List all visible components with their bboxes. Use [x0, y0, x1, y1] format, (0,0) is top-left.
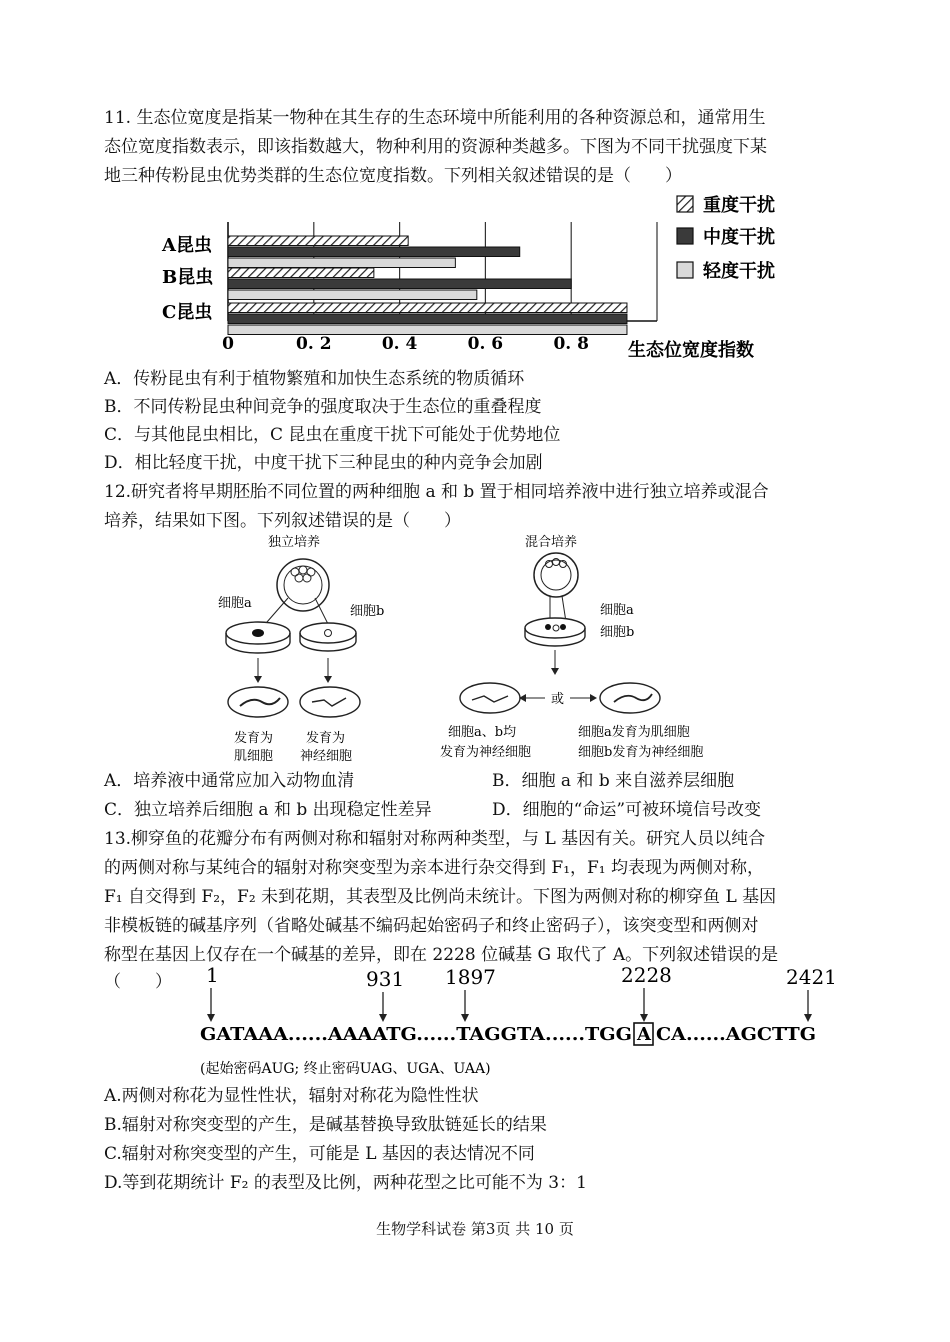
q12-option-b: B．细胞 a 和 b 来自滋养层细胞 [492, 771, 735, 791]
page-footer: 生物学科试卷 第3页 共 10 页 [376, 1220, 574, 1238]
chart-bar-2-0 [228, 303, 627, 313]
position-1: 1 [206, 963, 219, 987]
independent-culture-title: 独立培养 [268, 535, 321, 550]
chart-x-tick-label-2: 0. 4 [381, 334, 418, 354]
chart-legend-label-1: 中度干扰 [703, 227, 775, 248]
petri-dish-mixed [525, 618, 585, 646]
result-a-line-1: 发育为 [234, 731, 274, 746]
cell-b-label-right: 细胞b [600, 625, 635, 640]
chart-bar-1-0 [228, 268, 374, 278]
mixed-right-line-1: 细胞a发育为肌细胞 [578, 725, 690, 740]
petri-dish-a [226, 622, 290, 653]
cell-b-label-left: 细胞b [350, 604, 385, 619]
sequence-part-1: GATAAA......AAAATG......TAGGTA......TGG [200, 1024, 632, 1045]
position-2421: 2421 [786, 965, 837, 989]
q12-stem-line-2: 培养，结果如下图。下列叙述错误的是（ ） [104, 511, 461, 531]
q12-option-c: C．独立培养后细胞 a 和 b 出现稳定性差异 [104, 800, 432, 820]
chart-x-tick-label-1: 0. 2 [296, 334, 332, 354]
position-931: 931 [366, 967, 405, 991]
result-dish-mixed-right [600, 683, 660, 713]
q11-stem-line-2: 态位宽度指数表示，即该指数越大，物种利用的资源种类越多。下图为不同干扰强度下某 [104, 137, 767, 157]
chart-legend-label-2: 轻度干扰 [703, 261, 775, 282]
q12-option-d: D．细胞的“命运”可被环境信号改变 [492, 800, 762, 820]
q11-bar-chart [150, 188, 800, 363]
q13-option-c: C.辐射对称突变型的产生，可能是 L 基因的表达情况不同 [104, 1144, 535, 1164]
chart-bar-0-0 [228, 236, 408, 246]
q13-sequence-figure [190, 960, 840, 1080]
chart-category-label-0: A昆虫 [162, 235, 212, 256]
q11-stem-line-1: 11. 生态位宽度是指某一物种在其生存的生态环境中所能利用的各种资源总和，通常用生 [104, 108, 766, 128]
chart-bar-0-1 [228, 247, 520, 257]
q11-option-d: D．相比轻度干扰，中度干扰下三种昆虫的种内竞争会加剧 [104, 453, 543, 473]
chart-bar-0-2 [228, 258, 455, 268]
q13-stem-line-1: 13.柳穿鱼的花瓣分布有两侧对称和辐射对称两种类型，与 L 基因有关。研究人员以纯合 [104, 829, 766, 849]
q11-stem-line-3: 地三种传粉昆虫优势类群的生态位宽度指数。下列相关叙述错误的是（ ） [104, 166, 682, 186]
codon-note: (起始密码AUG; 终止密码UAG、UGA、UAA) [200, 1061, 491, 1077]
q13-stem-line-4: 非模板链的碱基序列（省略处碱基不编码起始密码子和终止密码子），该突变型和两侧对 [104, 916, 759, 936]
result-dish-muscle [228, 687, 288, 717]
q11-option-a: A．传粉昆虫有利于植物繁殖和加快生态系统的物质循环 [104, 369, 525, 389]
chart-x-tick-label-0: 0 [222, 334, 234, 354]
q13-option-d: D.等到花期统计 F₂ 的表型及比例，两种花型之比可能不为 3：1 [104, 1173, 587, 1193]
chart-legend-swatch-0 [677, 196, 693, 212]
petri-dish-b [300, 623, 356, 651]
chart-category-label-1: B昆虫 [162, 267, 214, 288]
q13-stem-line-2: 的两侧对称与某纯合的辐射对称突变型为亲本进行杂交得到 F₁，F₁ 均表现为两侧对称， [104, 858, 765, 878]
q13-stem-line-3: F₁ 自交得到 F₂，F₂ 未到花期，其表型及比例尚未统计。下图为两侧对称的柳穿鱼 L 基因 [104, 887, 777, 907]
chart-legend-swatch-1 [677, 228, 693, 244]
result-dish-mixed-left [460, 683, 520, 713]
q13-stem-line-5: 称型在基因上仅存在一个碱基的差异，即在 2228 位碱基 G 取代了 A。下列叙述错误的是 [104, 945, 779, 965]
chart-legend-swatch-2 [677, 262, 693, 278]
chart-legend-label-0: 重度干扰 [703, 195, 775, 216]
or-label: 或 [551, 692, 565, 707]
chart-bar-1-1 [228, 279, 571, 289]
result-dish-neuron [300, 687, 360, 717]
result-b-line-2: 神经细胞 [300, 749, 353, 764]
chart-category-label-2: C昆虫 [162, 302, 213, 323]
q13-option-a: A.两侧对称花为显性性状，辐射对称花为隐性性状 [104, 1086, 479, 1106]
embryo-illustration-right [534, 553, 578, 597]
result-a-line-2: 肌细胞 [234, 749, 274, 764]
result-b-line-1: 发育为 [306, 731, 346, 746]
chart-x-axis-label: 生态位宽度指数 [628, 340, 754, 361]
embryo-illustration-left [277, 559, 329, 611]
cell-a-label-right: 细胞a [600, 603, 634, 618]
chart-bar-1-2 [228, 290, 477, 300]
sequence-box-base: A [637, 1024, 651, 1045]
q12-option-a: A．培养液中通常应加入动物血清 [104, 771, 355, 791]
q12-stem-line-1: 12.研究者将早期胚胎不同位置的两种细胞 a 和 b 置于相同培养液中进行独立培养或混合 [104, 482, 769, 502]
chart-x-tick-label-3: 0. 6 [467, 334, 504, 354]
q13-option-b: B.辐射对称突变型的产生，是碱基替换导致肽链延长的结果 [104, 1115, 547, 1135]
q13-stem-line-6: （ ） [104, 972, 172, 992]
q12-culture-figure [200, 530, 760, 765]
chart-x-tick-label-4: 0. 8 [553, 334, 589, 354]
cell-a-label-left: 细胞a [218, 596, 252, 611]
mixed-culture-title: 混合培养 [525, 535, 578, 550]
position-2228: 2228 [621, 963, 672, 987]
chart-bar-2-1 [228, 314, 627, 324]
mixed-left-line-1: 细胞a、b均 [448, 725, 517, 740]
mixed-left-line-2: 发育为神经细胞 [440, 745, 532, 760]
position-1897: 1897 [445, 965, 496, 989]
mixed-right-line-2: 细胞b发育为神经细胞 [578, 745, 704, 760]
q11-option-b: B．不同传粉昆虫种间竞争的强度取决于生态位的重叠程度 [104, 397, 542, 417]
q11-option-c: C．与其他昆虫相比，C 昆虫在重度干扰下可能处于优势地位 [104, 425, 561, 445]
sequence-part-2: CA......AGCTTG [656, 1024, 816, 1045]
